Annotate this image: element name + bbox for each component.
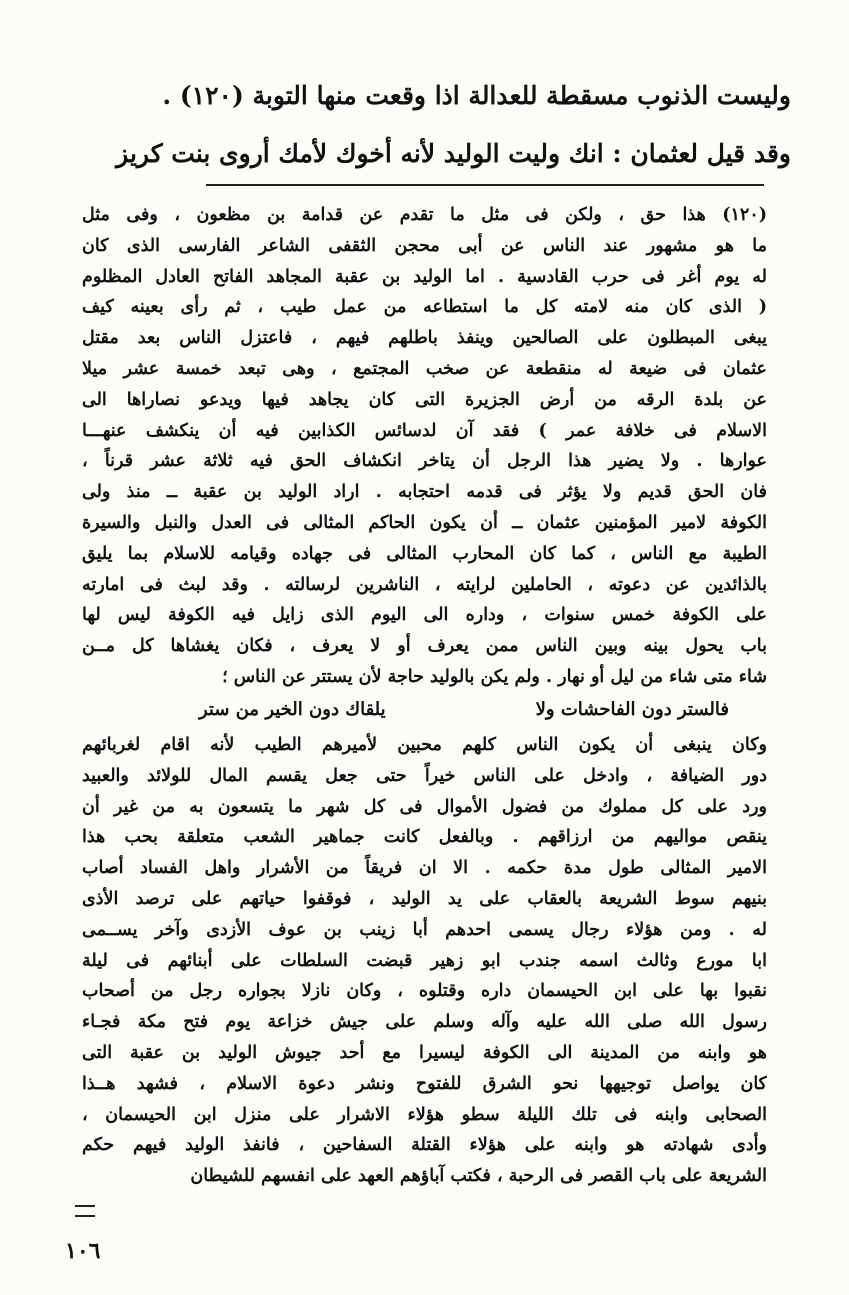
footnote-paragraph-1 [82,200,767,693]
footnote-line: على الكوفة خمس سنوات ، وداره الى اليوم الذى زايل فيه الكوفة ليس لها [82,605,767,626]
footnote-line: يبغى المبطلون على الصالحين وينفذ باطلهم فيهم ، فاعتزل الناس بعد مقتل [82,328,767,349]
footnote-divider [206,184,764,186]
footnote-line: الاسلام فى خلافة عمر ) فقد آن لدسائس الكذابين فيه أن ينكشف عنهـــا [82,420,767,441]
footnote-line: وكان ينبغى أن يكون الناس كلهم محبين لأميرهم الطيب لأنه اقام لغربائهم [82,735,767,755]
footnote-line: الطيبة مع الناس ، كما كان المحارب المثالى فى جهاده وقيامه للاسلام بما يليق [82,543,767,564]
footnote-line: نقبوا بها على ابن الحيسمان داره وقتلوه ، وكان نازلا بجواره رجل من أصحاب [82,981,767,1002]
footnote-line: ورد على كل مملوك من فضول الأموال فى كل شهر ما يتسعون به من غير أن [82,796,767,817]
footnote-line: دور الضيافة ، وادخل على الناس خيراً حتى جعل يقسم المال للولائد والعبيد [82,765,767,786]
footnote-line: عوارها . ولا يضير هذا الرجل أن يتاخر انكشاف الحق فيه ثلاثة عشر قرناً ، [82,451,767,472]
footnote-line: عن بلدة الرقه من أرض الجزيرة التى كان يجاهد فيها ويدعو نصاراها الى [82,389,767,410]
main-text-line-2: وقد قيل لعثمان : انك وليت الوليد لأنه أخوك لأمك أروى بنت كريز [116,139,791,168]
footnote-line: كان يواصل توجيهها نحو الشرق للفتوح ونشر دعوة الاسلام ، فشهد هــذا [82,1073,767,1094]
footnote-paragraph-2 [82,730,767,1192]
footnote-line: ( الذى كان منه لامته كل ما استطاعه من عمل طيب ، ثم رأى بعينه كيف [82,297,767,318]
footnote-line: رسول الله صلى الله عليه وآله وسلم على جيش خزاعة يوم فتح مكة فجـاء [82,1012,767,1033]
footnote-line: الشريعة على باب القصر فى الرحبة ، فكتب آباؤهم العهد على انفسهم للشيطان [190,1166,767,1187]
poetry-verse [109,694,729,726]
footnote-line: له . ومن هؤلاء رجال يسمى احدهم أبا زينب بن عوف الأزدى وآخر يســمى [82,919,767,940]
footnote-line: بنيهم سوط الشريعة بالعقاب على يد الوليد ، فوقفوا حياتهم على ترصد الأذى [82,888,767,909]
continuation-mark [75,1205,95,1217]
footnote-line: ما هو مشهور عند الناس عن أبى محجن الثقفى الشاعر الفارسى الذى كان [82,235,767,256]
footnote-line: هو وابنه من المدينة الى الكوفة ليسيرا مع أحد جيوش الوليد بن عقبة التى [82,1042,767,1063]
footnote-line: باب يحول بينه وبين الناس ممن يعرف أو لا يعرف ، فكان يغشاها كل مــن [82,636,767,657]
footnote-line: وأدى شهادته هو وابنه على هؤلاء القتلة السفاحين ، فانفذ الوليد فيهم حكم [82,1135,767,1156]
footnote-line: (١٢٠) هذا حق ، ولكن فى مثل ما تقدم عن قدامة بن مظعون ، وفى مثل [82,205,767,225]
verse-hemistich-2: يلقاك دون الخير من ستر [199,699,386,720]
footnote-line: الصحابى وابنه فى تلك الليلة سطو هؤلاء الاشرار على منزل ابن الحيسمان ، [82,1104,767,1125]
footnote-line: شاء متى شاء من ليل أو نهار . ولم يكن بالوليد حاجة لأن يستتر عن الناس ؛ [222,666,767,687]
footnote-line: له يوم أغر فى حرب القادسية . اما الوليد بن عقبة المجاهد الفاتح العادل المظلوم [82,266,767,287]
footnote-line: فان الحق قديم ولا يؤثر فى قدمه احتجابه . اراد الوليد بن عقبة ــ منذ ولى [82,482,767,503]
verse-hemistich-1: فالستر دون الفاحشات ولا [535,699,729,720]
main-text-line-1: وليست الذنوب مسقطة للعدالة اذا وقعت منها التوبة (١٢٠) . [162,81,791,110]
footnote-line: الكوفة لامير المؤمنين عثمان ــ أن يكون الحاكم المثالى فى العدل والنبل والسيرة [82,512,767,533]
footnote-line: بالذائدين عن دعوته ، الحاملين لرايته ، الناشرين لرسالته . وقد لبث فى امارته [82,574,767,595]
footnote-line: ينقص مواليهم من ارزاقهم . وبالفعل كانت جماهير الشعب متعلقة بحب هذا [82,827,767,848]
page-number: ١٠٦ [65,1238,101,1264]
footnote-line: ابا مورع وثالث اسمه جندب ابو زهير قبضت السلطات على أبنائهم فى ليلة [82,950,767,971]
footnote-line: عثمان فى ضيعة له منقطعة عن صخب المجتمع ، وهى تبعد خمسة عشر ميلا [82,358,767,379]
footnote-line: الامير المثالى طول مدة حكمه . الا ان فريقاً من الأشرار واهل الفساد أصاب [82,858,767,879]
